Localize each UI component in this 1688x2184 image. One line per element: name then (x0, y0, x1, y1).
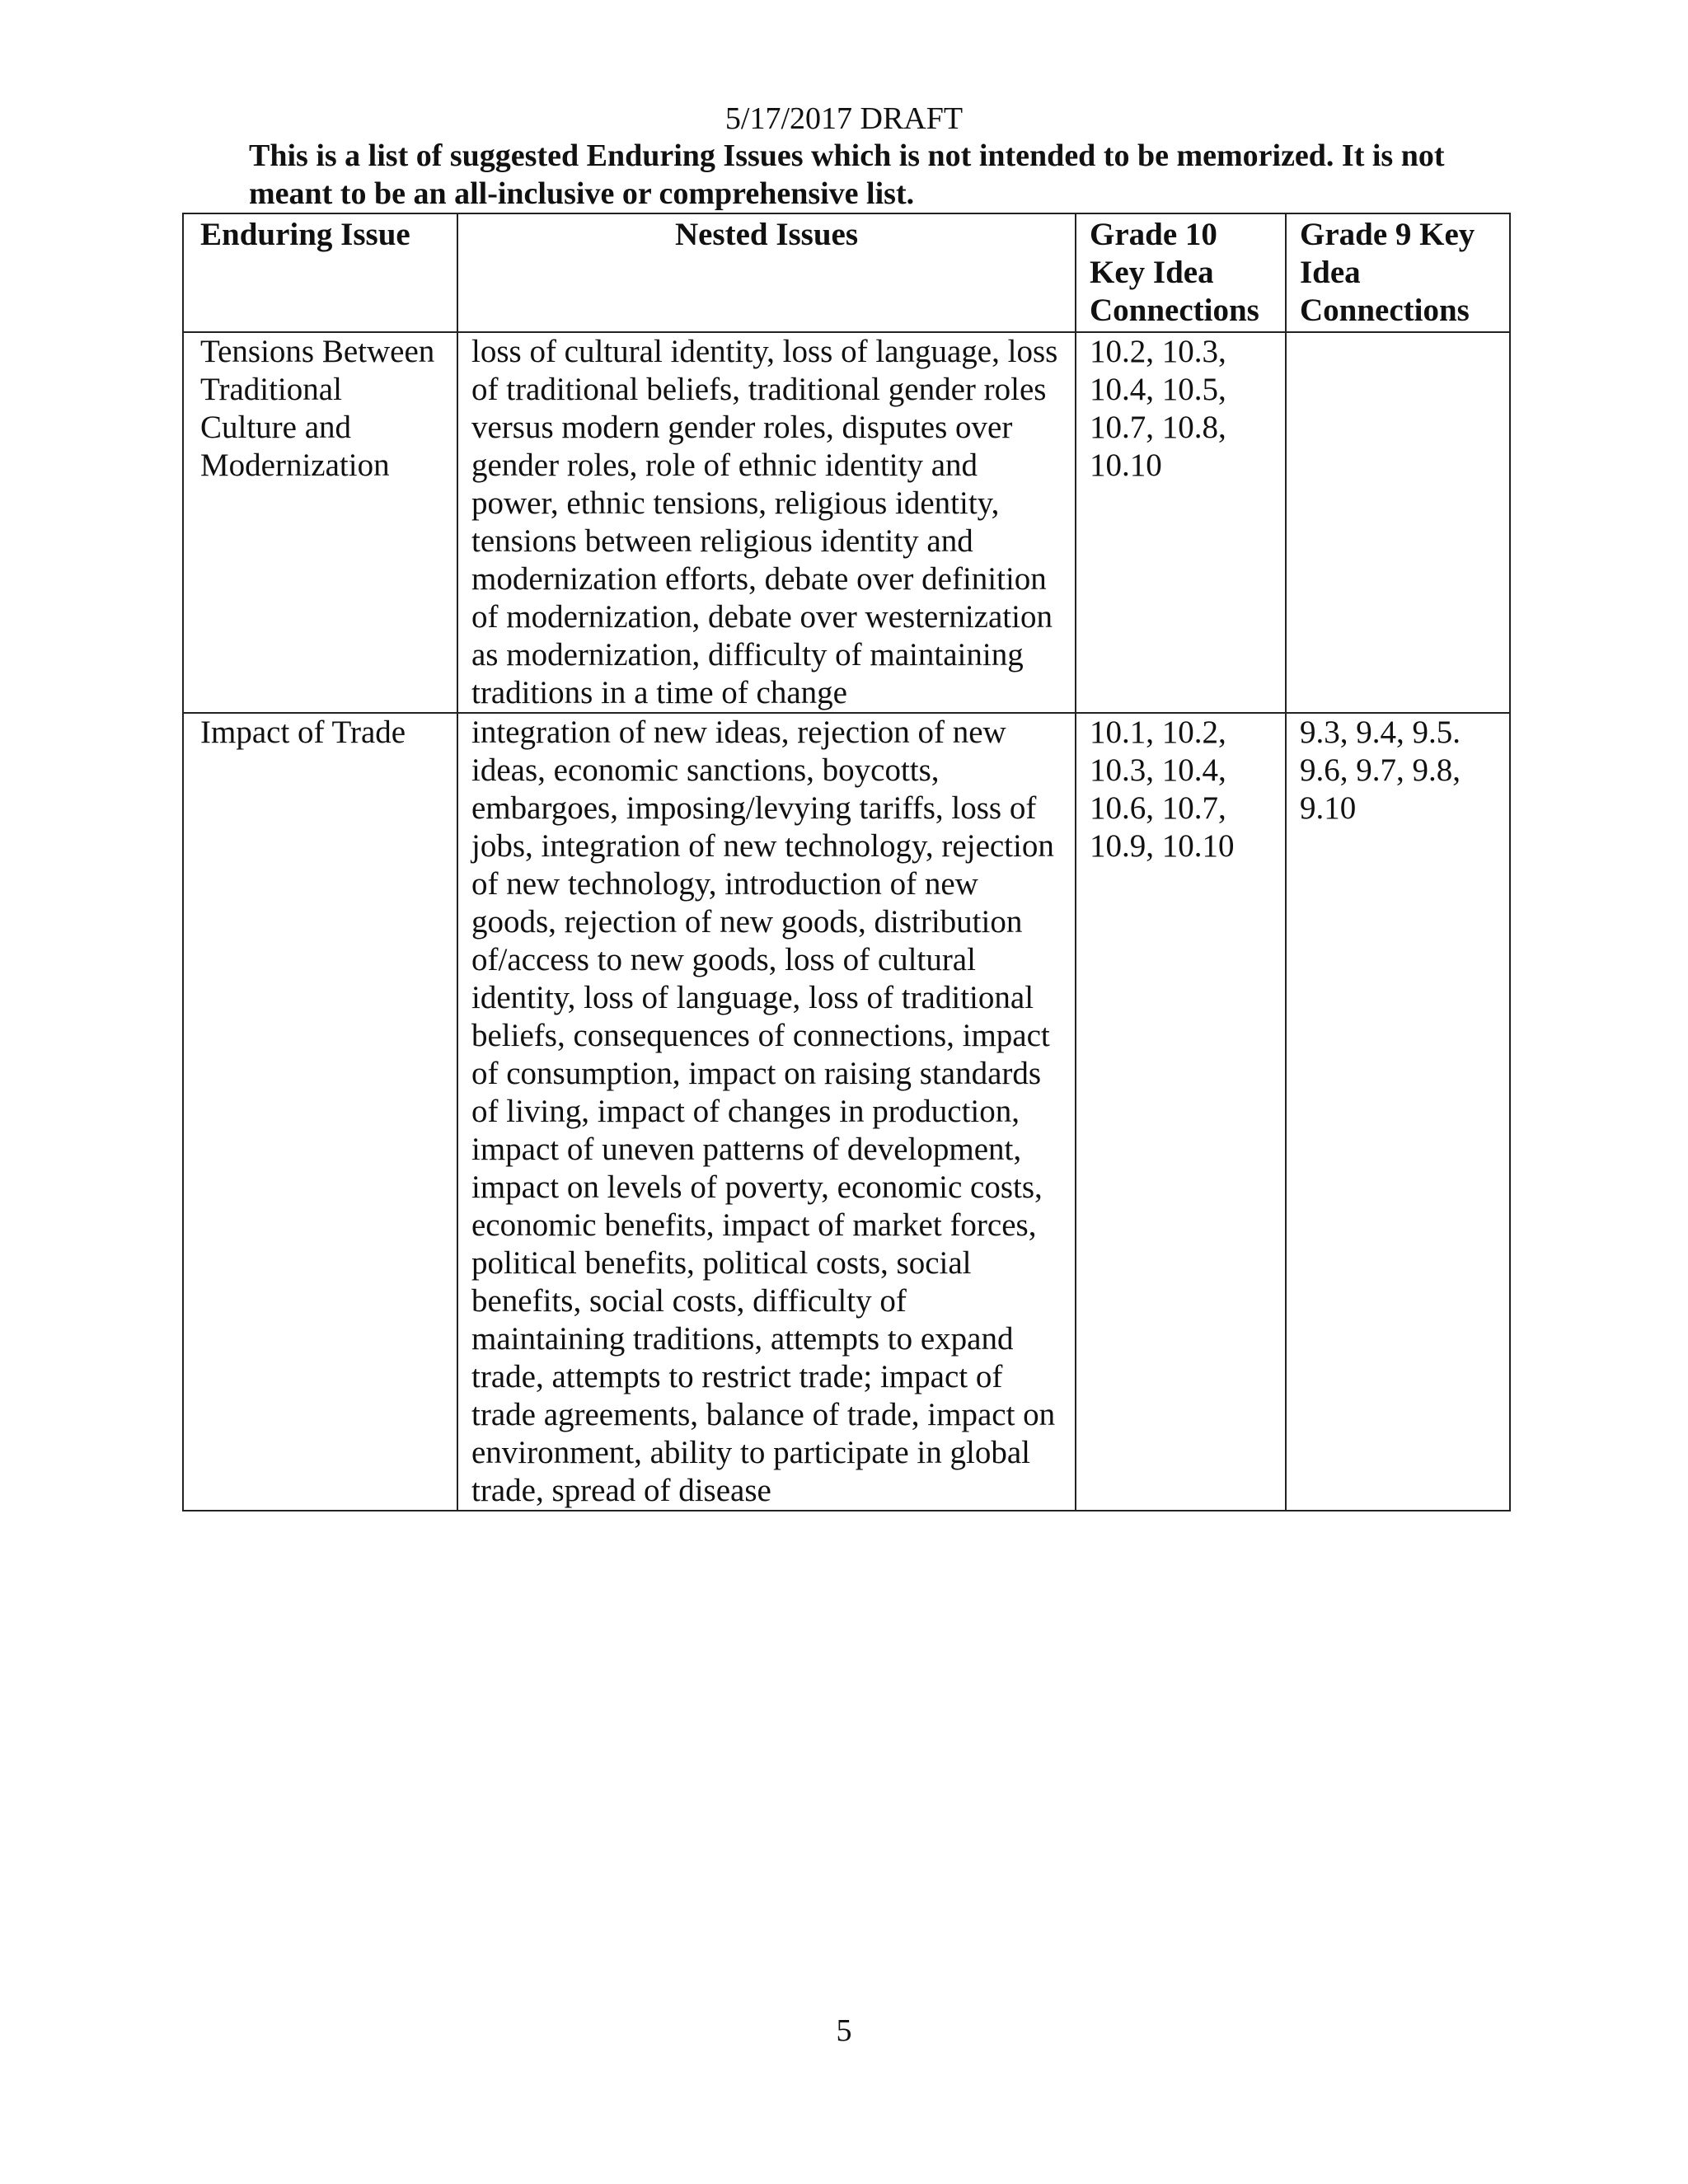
grade9-connections-cell (1286, 332, 1510, 713)
header-enduring-issue: Enduring Issue (183, 213, 457, 332)
enduring-issue-cell: Impact of Trade (183, 713, 457, 1511)
draft-date-header: 5/17/2017 DRAFT (724, 101, 964, 136)
grade10-connections-cell: 10.1, 10.2, 10.3, 10.4, 10.6, 10.7, 10.9, 10.10 (1076, 713, 1286, 1511)
nested-issues-cell: integration of new ideas, rejection of new ideas, economic sanctions, boycotts, embargoes, imposing/levying tariffs, loss of jobs, integration of new technology, rejection of new technology, introduction of new goods, rejection of new goods, distribution of/access to new goods, loss of cultural identity, loss of language, loss of traditional beliefs, consequences of connections, impact of consumption, impact on raising standards of living, impact of changes in production, impact of uneven patterns of development, impact on levels of poverty, economic costs, economic benefits, impact of market forces, political benefits, political costs, social benefits, social costs, difficulty of maintaining traditions, attempts to expand trade, attempts to restrict trade; impact of trade agreements, balance of trade, impact on environment, ability to participate in global trade, spread of disease (457, 713, 1076, 1511)
table-header-row (183, 213, 1510, 332)
header-grade10-connections: Grade 10 Key Idea Connections (1076, 213, 1286, 332)
table-row (183, 713, 1510, 1511)
nested-issues-cell: loss of cultural identity, loss of language, loss of traditional beliefs, traditional gender roles versus modern gender roles, disputes over gender roles, role of ethnic identity and power, ethnic tensions, religious identity, tensions between religious identity and modernization efforts, debate over definition of modernization, debate over westernization as modernization, difficulty of maintaining traditions in a time of change (457, 332, 1076, 713)
header-grade9-connections: Grade 9 Key Idea Connections (1286, 213, 1510, 332)
grade9-connections-cell: 9.3, 9.4, 9.5. 9.6, 9.7, 9.8, 9.10 (1286, 713, 1510, 1511)
enduring-issue-cell: Tensions Between Traditional Culture and Modernization (183, 332, 457, 713)
grade10-connections-cell: 10.2, 10.3, 10.4, 10.5, 10.7, 10.8, 10.10 (1076, 332, 1286, 713)
enduring-issues-table (182, 213, 1511, 1511)
table-row (183, 332, 1510, 713)
intro-note: This is a list of suggested Enduring Issues which is not intended to be memorized. It is not meant to be an all-inclusive or comprehensive list. (249, 138, 1445, 211)
page-number: 5 (836, 2013, 852, 2048)
header-nested-issues: Nested Issues (457, 213, 1076, 332)
